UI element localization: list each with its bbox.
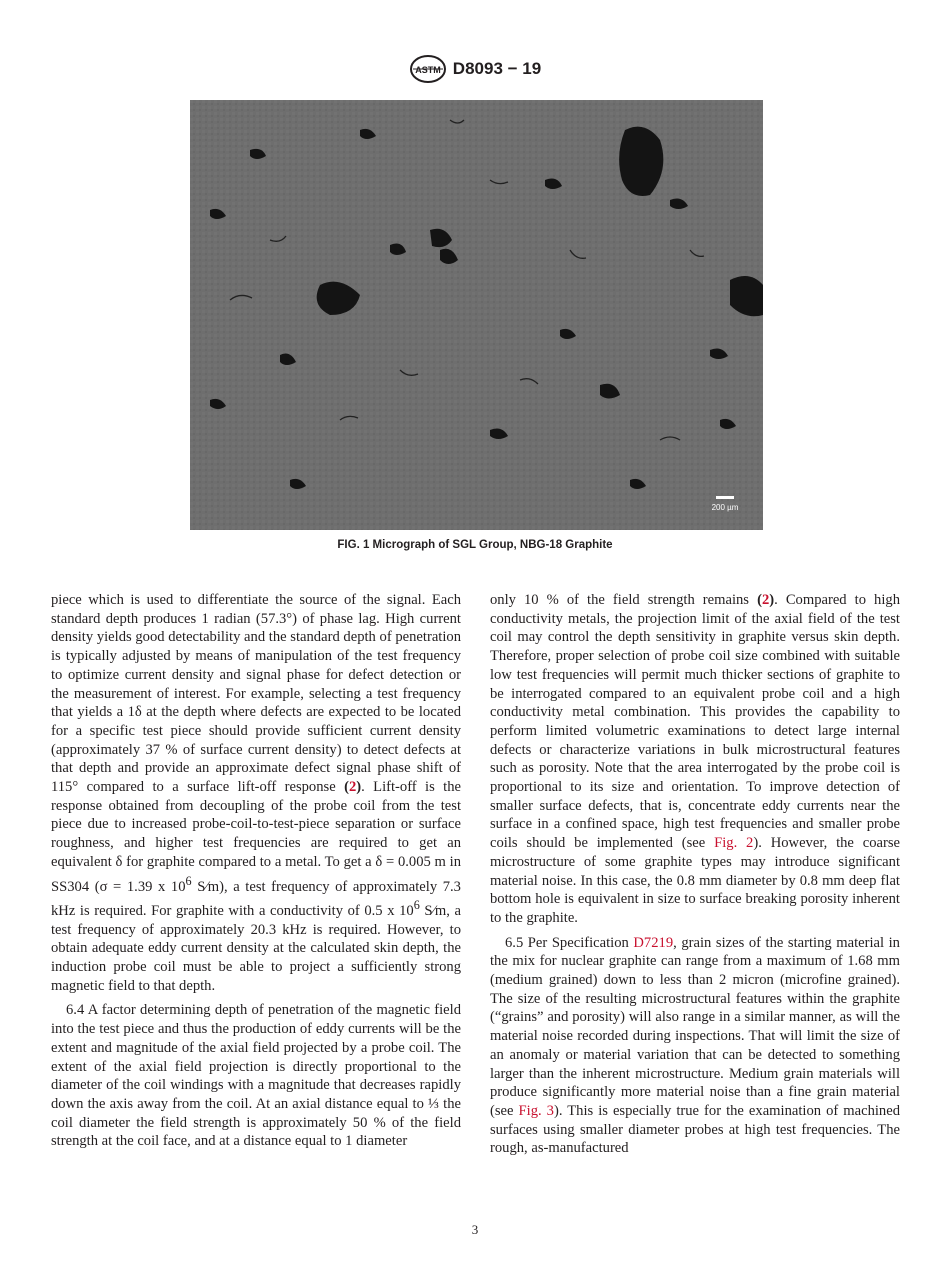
astm-logo-icon [409,54,447,84]
fig2-link[interactable]: Fig. 2 [714,835,754,852]
left-paragraph-1: piece which is used to differentiate the source of the signal. Each standard depth produces 1 radian (57.3°) of phase lag. High current density yields good detectability and the standard depth of penetration is typically adjusted by means of manipulation of the test frequency to optimize current density and signal phase for defect detection or the measurement of interest. For example, selecting a test frequency that yields a 1δ at the depth where defects are expected to be located for a specific test piece should provide sufficient current density (approximately 37 % of surface current density) to detect defects at that depth and provide an approximate defect signal phase shift of 115° compared to a surface lift-off response (2). Lift-off is the response obtained from decoupling of the probe coil from the test piece due to increased probe-coil-to-test-piece separation or surface roughness, and higher test frequencies are required to get an equivalent δ for graphite compared to a metal. To get a δ = 0.005 m in SS304 (σ = 1.39 x $10^6$ S⁄m), a test frequency of approximately 7.3 kHz is required. For graphite with a conductivity of 0.5 x $10^6$ S⁄m, a test frequency of approximately 20.3 kHz is required. However, to obtain adequate eddy current density at the calculated skin depth, the induction probe coil must be able to project a sufficiently strong magnetic field to that depth. [51,592,461,994]
micrograph-figure [190,100,763,530]
scale-bar-label: 200 µm [711,503,739,512]
micrograph-image [190,100,763,530]
right-column [490,591,900,1164]
left-paragraph-6-4: 6.4 A factor determining depth of penetration of the magnetic field into the test piece and thus the production of eddy currents will be the extent and magnitude of the axial field projected by a probe coil. The extent of the axial field projection is directly proportional to the diameter of the coil windings with a magnitude that decreases rapidly down the axis away from the coil. At an axial distance equal to ⅓ the coil diameter the field strength is approximately 50 % of the field strength at the coil face, and at a distance equal to 1 diameter [51,1002,461,1150]
standard-designation: D8093 − 19 [452,59,542,78]
page-header [0,52,950,86]
fig3-link[interactable]: Fig. 3 [518,1102,554,1119]
reference-link[interactable]: 2 [348,779,357,796]
left-column [51,591,461,1157]
reference-link[interactable]: 2 [761,592,770,608]
spec-d7219-link[interactable]: D7219 [633,934,674,951]
figure-caption: FIG. 1 Micrograph of SGL Group, NBG-18 Graphite [337,539,613,551]
astm-logo-text: ASTM [415,65,441,75]
page-number: 3 [471,1222,479,1237]
right-paragraph-1: only 10 % of the field strength remains (2). Compared to high conductivity metals, the projection limit of the axial field of the test coil may control the depth sensitivity in graphite versus skin depth. Therefore, proper selection of probe coil size combined with suitable low test frequencies will permit much thicker sections of graphite to be interrogated compared to an equivalent probe coil and a high conductivity metal combination. This provides the capability to perform limited volumetric examinations to detect large internal defects or characterize variations in bulk microstructural features such as porosity. Note that the area interrogated by the probe coil is proportional to its size and orientation. To improve detection of smaller surface defects, that is, concentrate eddy currents near the surface in a confined space, high test frequencies and smaller probe coils should be implemented (see Fig. 2). However, the coarse microstructure of some graphite types may introduce significant material noise. In this case, the 0.8 mm diameter by 0.8 mm deep flat bottom hole is equivalent in size to surface breaking porosity inherent to the graphite. [490,592,901,926]
right-paragraph-6-5: 6.5 Per Specification D7219, grain sizes of the starting material in the mix for nuclear graphite can range from a maximum of 1.68 mm (medium grained) down to less than 2 micron (microfine grained). The size of the resulting microstructural features within the graphite (“grains” and porosity) will also range in a similar manner, as will the material noise recorded during inspections. That will limit the size of an anomaly or material variation that can be detected to something larger than the inherent microstructure. Medium grain materials will produce significantly more material noise than a fine grain material (see Fig. 3). This is especially true for the examination of machined surfaces using smaller diameter probes at high test frequencies. The rough, as-manufactured [490,934,900,1157]
